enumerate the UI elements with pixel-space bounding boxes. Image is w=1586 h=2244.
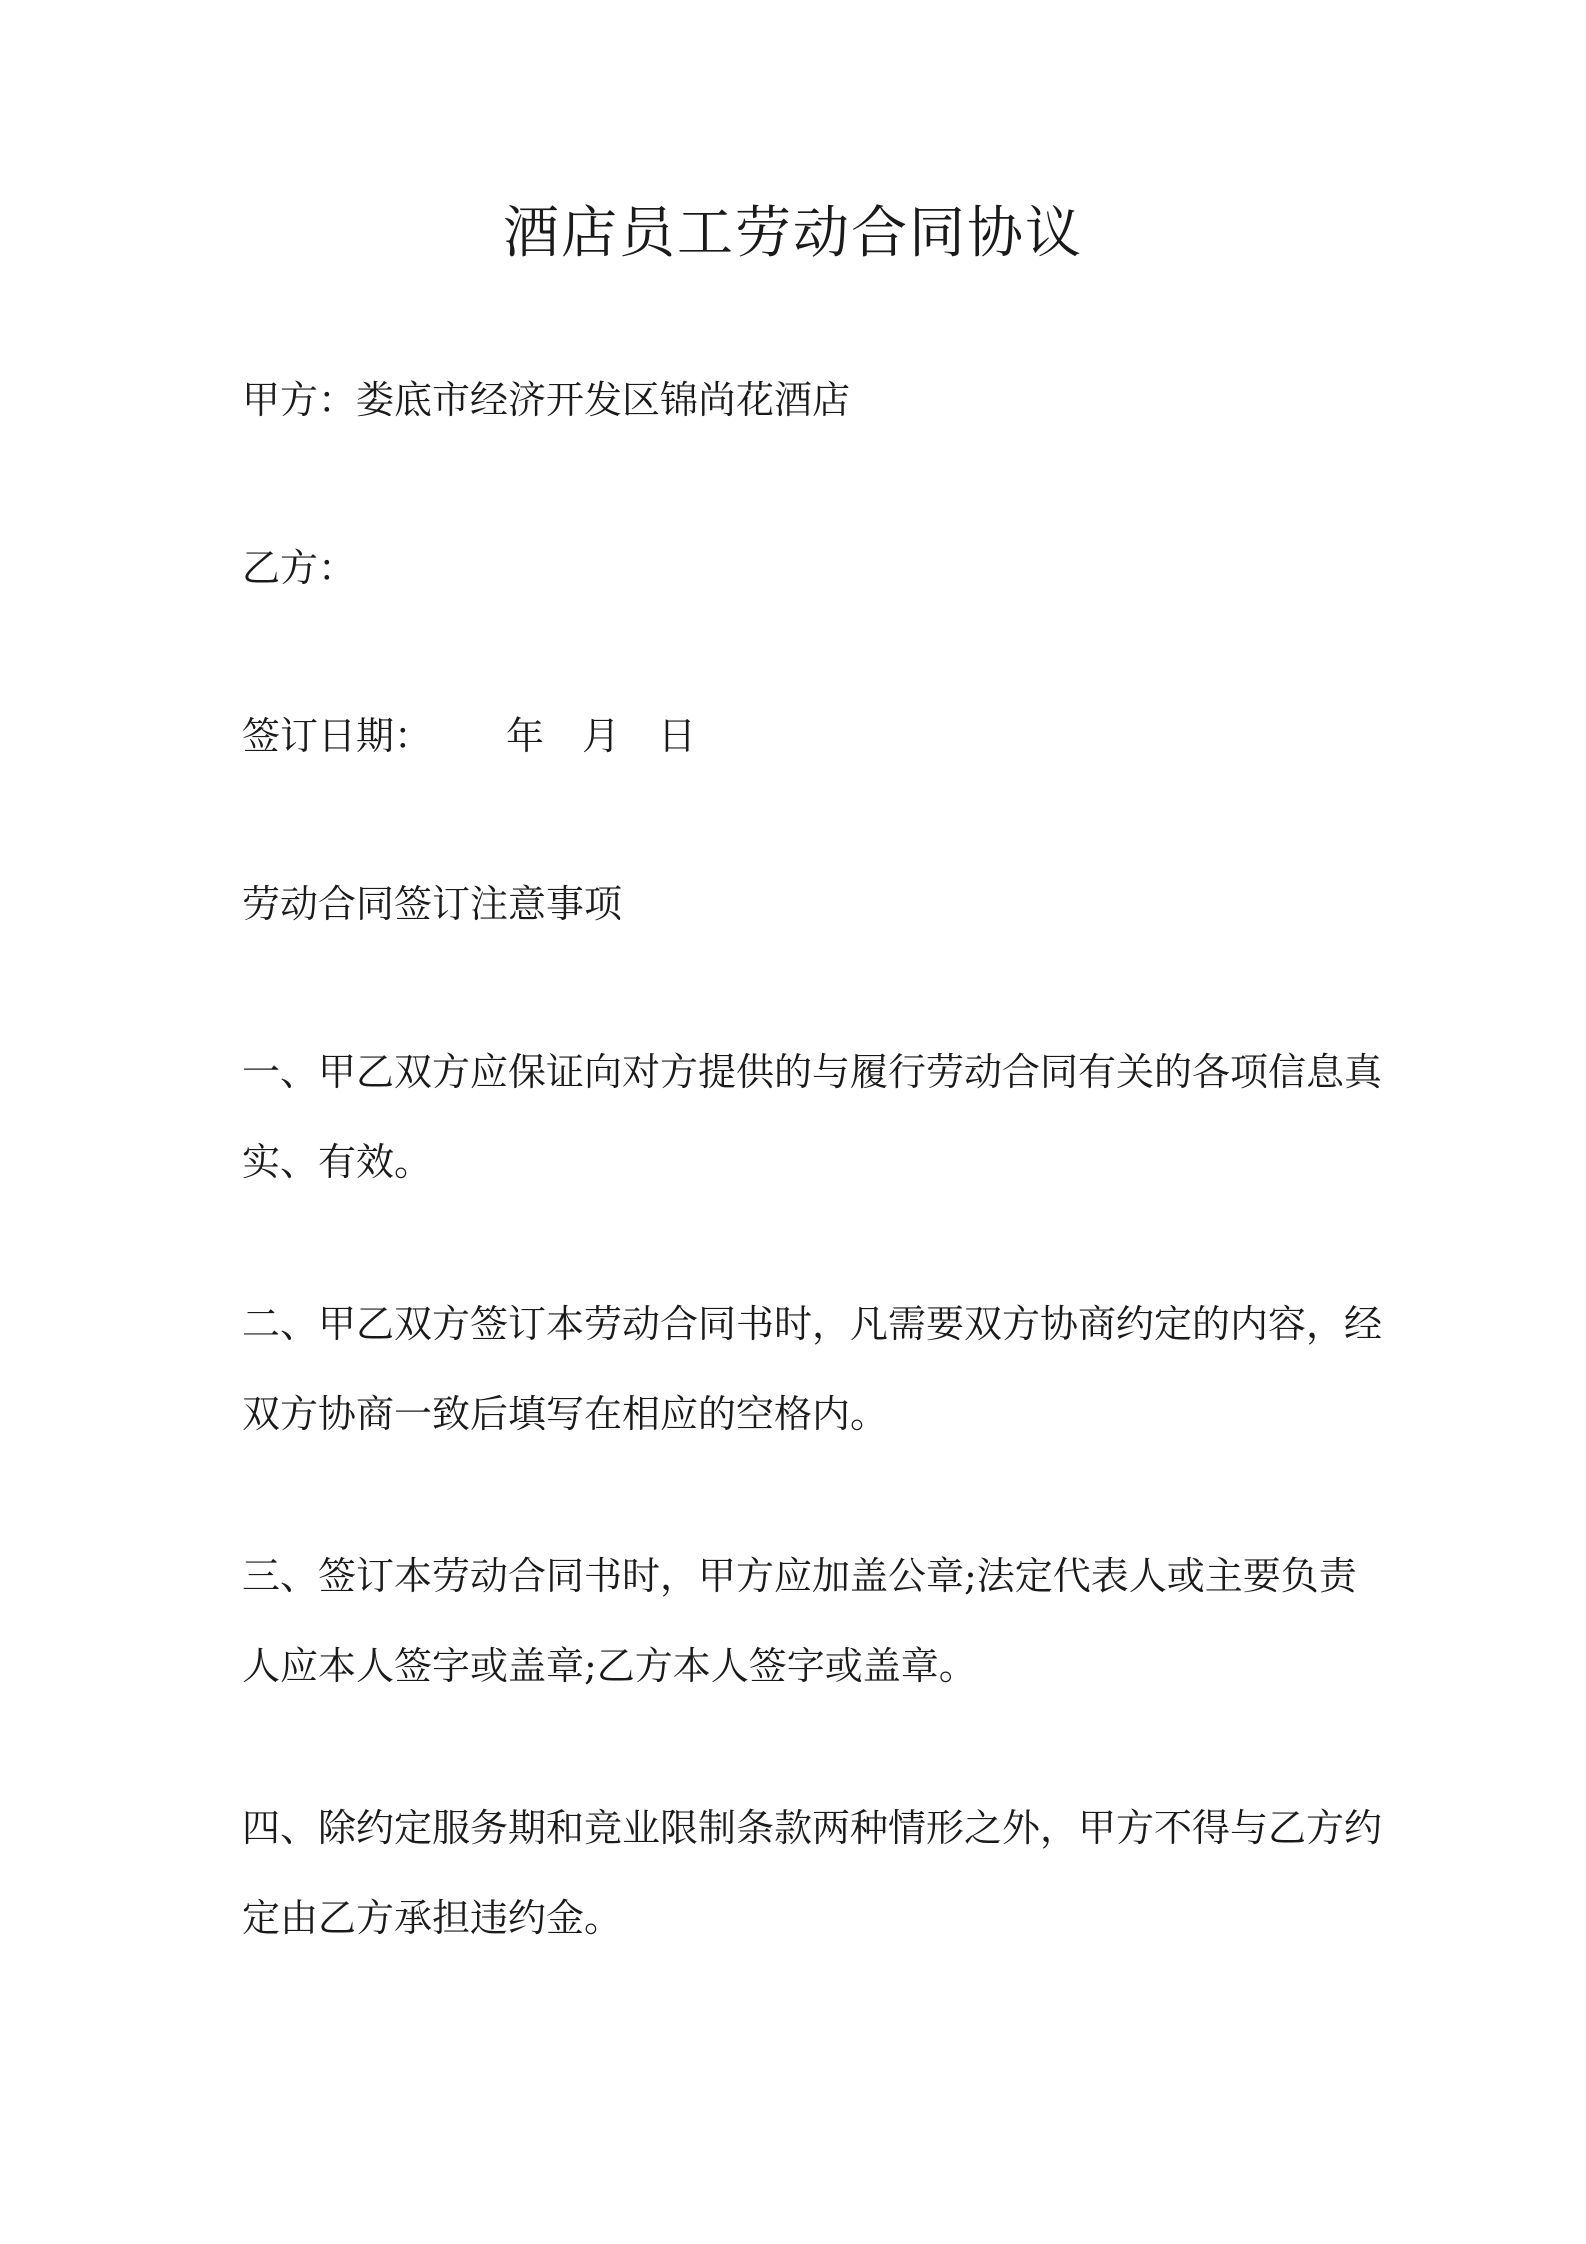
notice-heading: 劳动合同签订注意事项 [242, 882, 623, 926]
notice-item-3-line-2: 人应本人签字或盖章;乙方本人签字或盖章。 [242, 1644, 977, 1688]
notice-item-1-line-1: 一、甲乙双方应保证向对方提供的与履行劳动合同有关的各项信息真 [242, 1050, 1383, 1094]
notice-item-2 [242, 1300, 1383, 1480]
document-title: 酒店员工劳动合同协议 [503, 201, 1083, 266]
party-a-line: 甲方：娄底市经济开发区锦尚花酒店 [242, 378, 851, 422]
sign-date-day: 日 [658, 714, 697, 758]
notice-item-2-line-2: 双方协商一致后填写在相应的空格内。 [242, 1392, 889, 1436]
notice-item-2-line-1: 二、甲乙双方签订本劳动合同书时，凡需要双方协商约定的内容，经 [242, 1302, 1383, 1346]
notice-item-4 [242, 1804, 1383, 1984]
notice-item-4-line-2: 定由乙方承担违约金。 [242, 1896, 623, 1940]
notice-item-4-line-1: 四、除约定服务期和竞业限制条款两种情形之外，甲方不得与乙方约 [242, 1806, 1383, 1850]
sign-date-label: 签订日期： [242, 714, 433, 758]
sign-date-year: 年 [506, 714, 545, 758]
notice-item-1 [242, 1048, 1383, 1228]
sign-date-line [242, 712, 696, 760]
party-b-line: 乙方： [242, 546, 357, 590]
notice-item-1-line-2: 实、有效。 [242, 1140, 433, 1184]
notice-item-3-line-1: 三、签订本劳动合同书时，甲方应加盖公章;法定代表人或主要负责 [242, 1554, 1357, 1598]
notice-item-3 [242, 1552, 1362, 1732]
sign-date-month: 月 [582, 714, 621, 758]
